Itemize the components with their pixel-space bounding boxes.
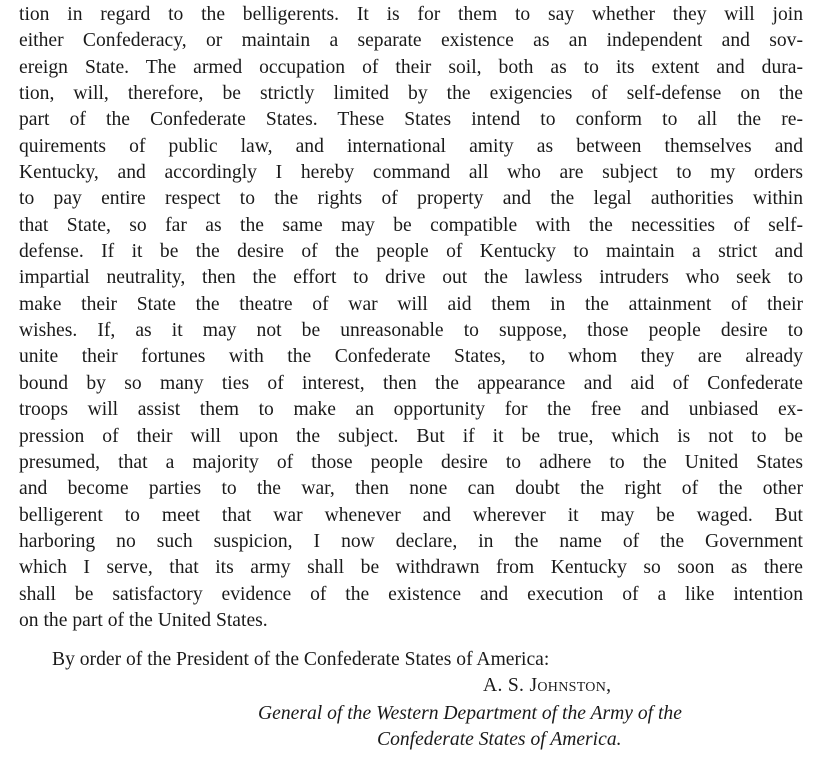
text-line: to pay entire respect to the rights of property and the legal authorities within	[19, 188, 803, 210]
text-line: shall be satisfactory evidence of the existence and execution of a like intention	[19, 583, 803, 605]
text-line: tion in regard to the belligerents. It is for them to say whether they will join	[19, 4, 803, 25]
signer-trailing: ,	[606, 675, 612, 696]
text-line: wishes. If, as it may not be unreasonable to suppose, those people desire to	[19, 320, 803, 342]
text-line: ereign State. The armed occupation of their soil, both as to its extent and dura-	[19, 56, 803, 78]
text-line: part of the Confederate States. These States intend to conform to all the re-	[19, 109, 803, 131]
text-line: make their State the theatre of war will aid them in the attainment of their	[19, 293, 803, 315]
text-line: presumed, that a majority of those people desire to adhere to the United States	[19, 451, 803, 473]
order-line: By order of the President of the Confederate States of America:	[52, 649, 550, 670]
text-line: defense. If it be the desire of the people of Kentucky to maintain a strict and	[19, 241, 803, 263]
text-line: either Confederacy, or maintain a separate existence as an independent and sov-	[19, 30, 803, 52]
text-line: harboring no such suspicion, I now declare, in the name of the Government	[19, 530, 803, 552]
body-paragraph	[19, 2, 803, 634]
text-line: belligerent to meet that war whenever and wherever it may be waged. But	[19, 504, 803, 526]
text-line: bound by so many ties of interest, then the appearance and aid of Confederate	[19, 372, 803, 394]
text-line: on the part of the United States.	[19, 609, 268, 631]
text-line: quirements of public law, and international amity as between themselves and	[19, 135, 803, 157]
signer-initials: A. S. J	[483, 675, 538, 696]
signer-name	[483, 673, 611, 699]
signer-surname-rest: ohnston	[537, 675, 607, 696]
text-line: impartial neutrality, then the effort to drive out the lawless intruders who seek to	[19, 267, 803, 289]
text-line: that State, so far as the same may be compatible with the necessities of self-	[19, 214, 803, 236]
text-line: and become parties to the war, then none can doubt the right of the other	[19, 478, 803, 500]
text-line: troops will assist them to make an opportunity for the free and unbiased ex-	[19, 399, 803, 421]
signer-title-line-2: Confederate States of America.	[377, 729, 622, 750]
text-line: unite their fortunes with the Confederate States, to whom they are already	[19, 346, 803, 368]
signer-title-line-1: General of the Western Department of the Army of the	[258, 703, 682, 724]
text-line: pression of their will upon the subject. But if it be true, which is not to be	[19, 425, 803, 447]
text-line: tion, will, therefore, be strictly limited by the exigencies of self-defense on the	[19, 83, 803, 105]
text-line: Kentucky, and accordingly I hereby command all who are subject to my orders	[19, 162, 803, 184]
text-line: which I serve, that its army shall be withdrawn from Kentucky so soon as there	[19, 557, 803, 579]
